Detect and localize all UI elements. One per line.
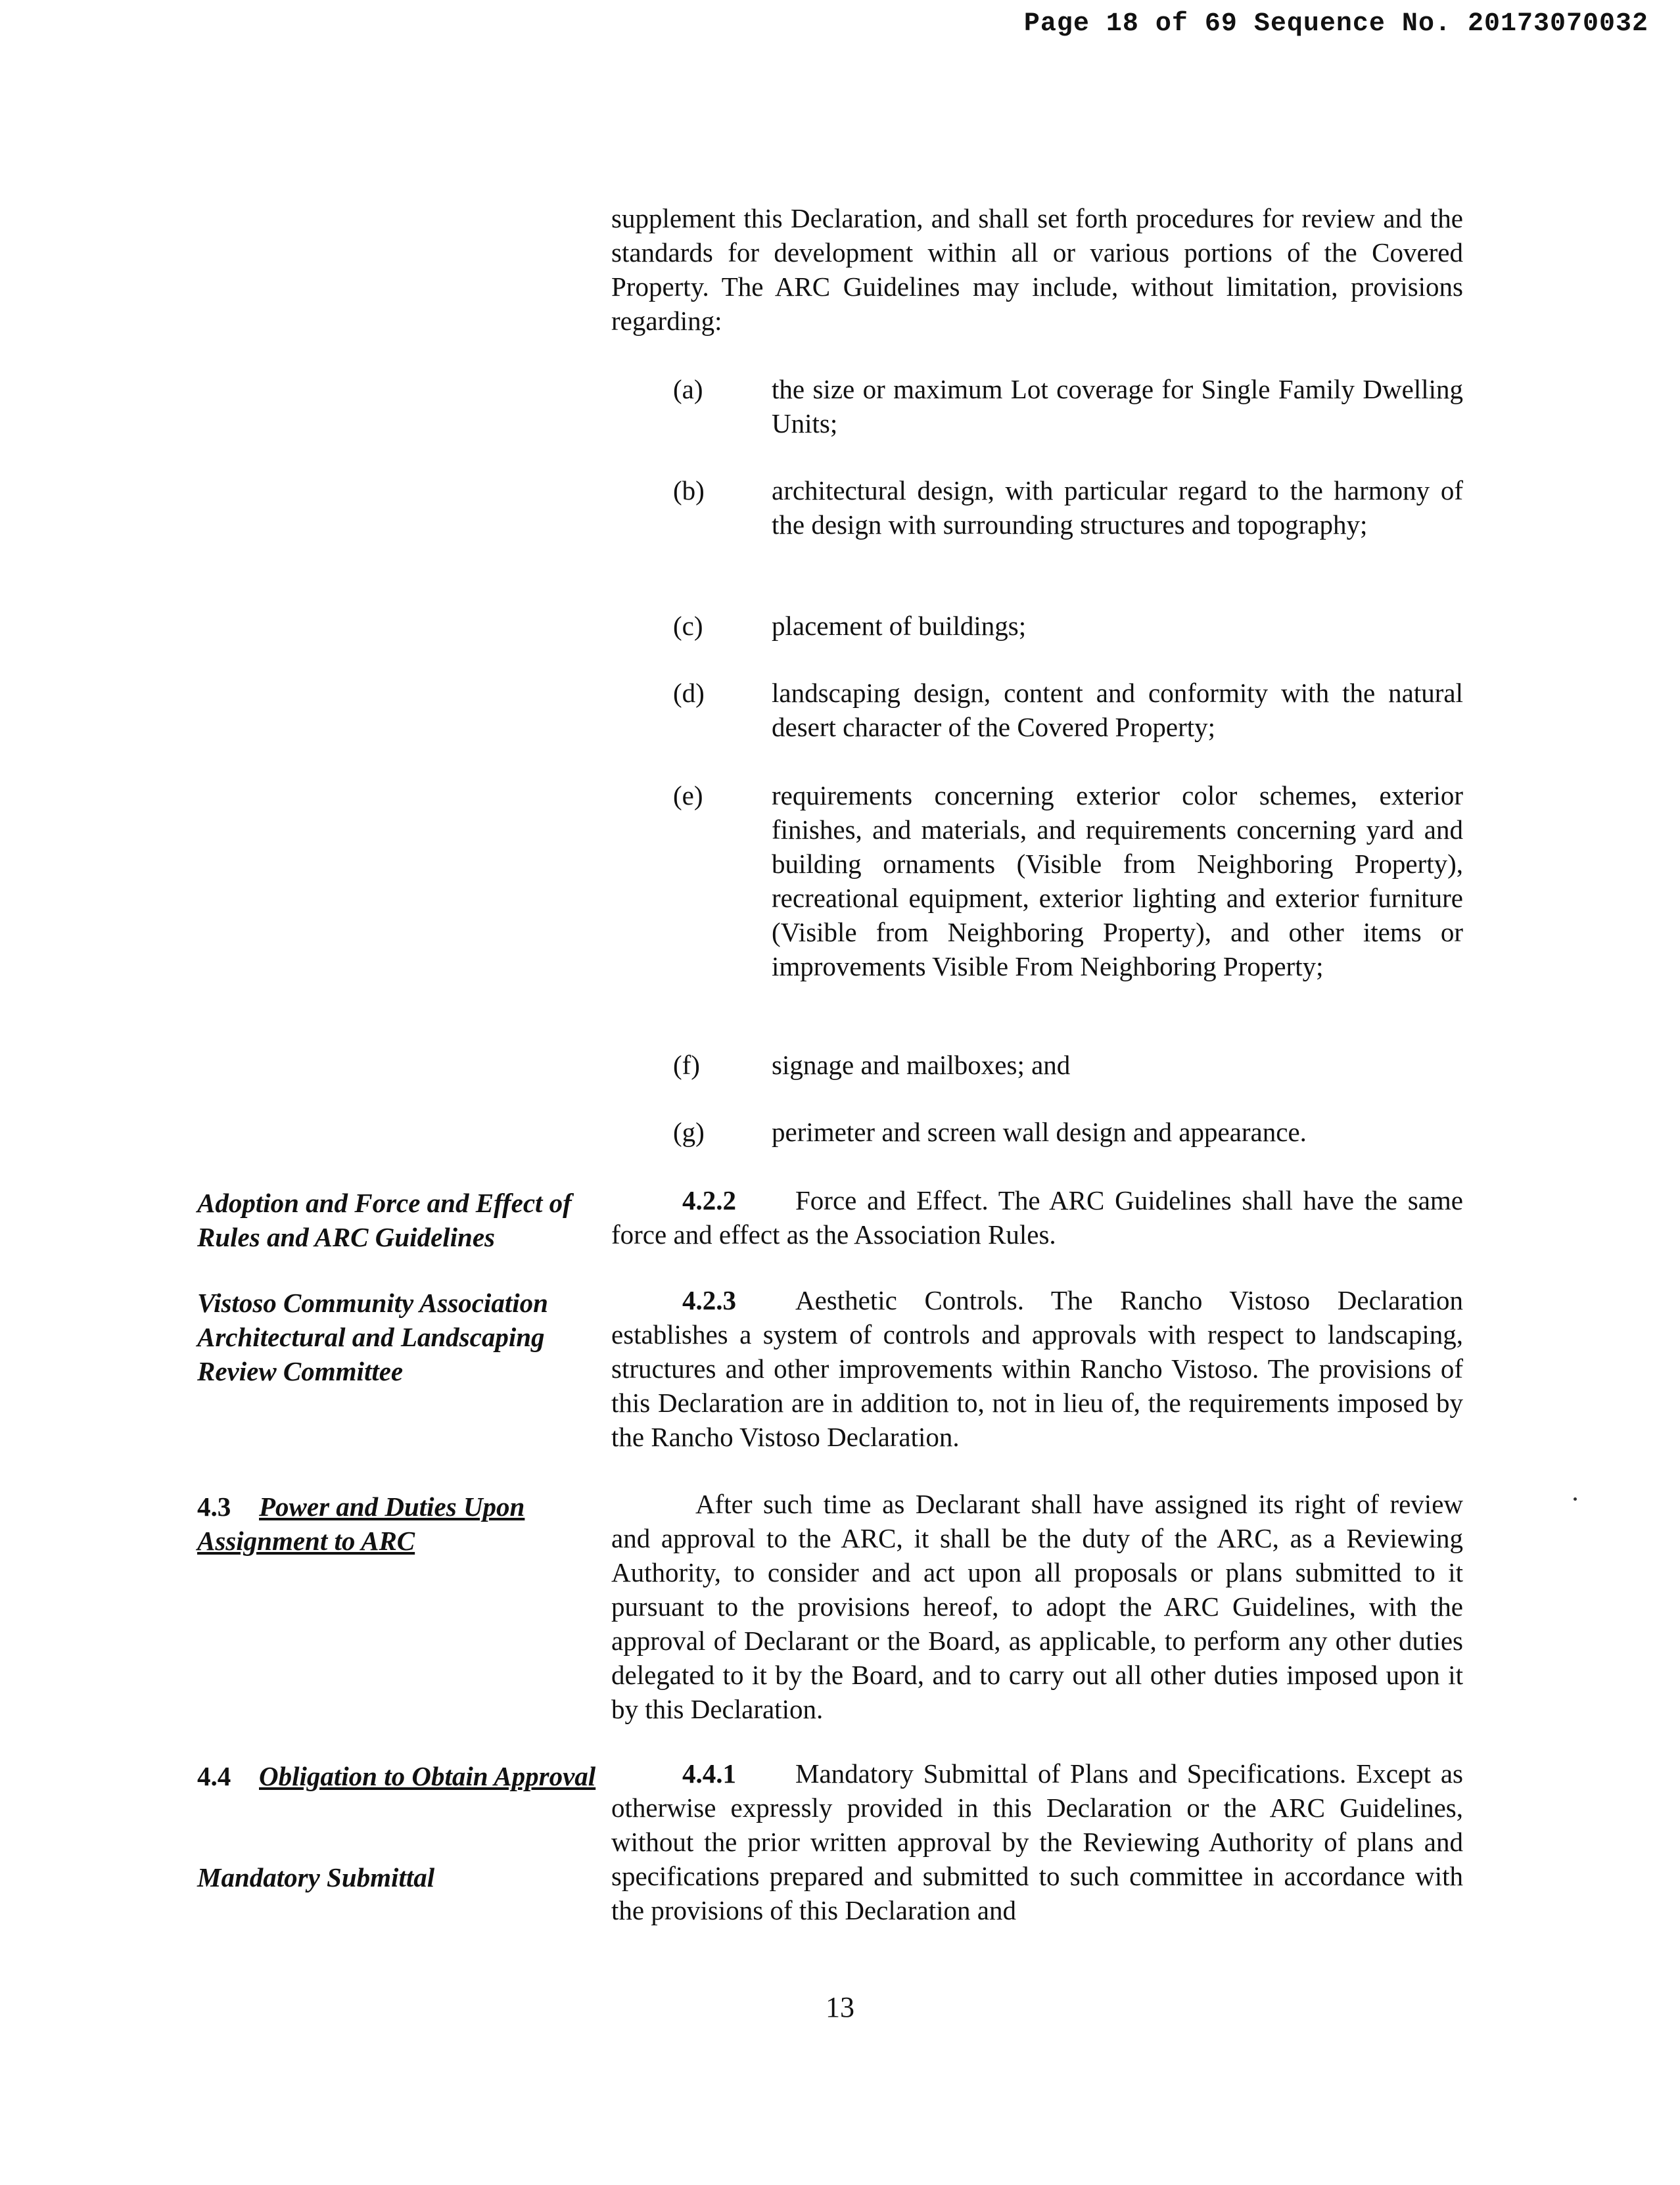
list-item-label: (c) (673, 611, 703, 641)
side-subheading-mandatory: Mandatory Submittal (197, 1862, 435, 1892)
side-heading-adoption: Adoption and Force and Effect of Rules and ARC Guidelines (197, 1188, 572, 1252)
section-4-2-3 (611, 1283, 1463, 1454)
side-heading-vistoso: Vistoso Community Association Architectural and Landscaping Review Committee (197, 1288, 548, 1386)
side-number: 4.4 (197, 1761, 231, 1791)
list-item-label: (e) (673, 780, 703, 811)
list-item-label: (g) (673, 1117, 705, 1147)
list-item-label: (b) (673, 475, 705, 505)
list-item-text: landscaping design, content and conformity with the natural desert character of the Covered Property; (772, 678, 1463, 742)
scan-speck (1574, 1497, 1577, 1501)
list-item (673, 609, 1463, 643)
list-item (673, 372, 1463, 440)
section-4-3-paragraph: After such time as Declarant shall have assigned its right of review and approval to the ARC, it shall be the duty of the ARC, as a Reviewing Authority, to consider and act upon all proposals or plans submitted to it pursuant to the provisions hereof, to adopt the ARC Guidelines, with the approval of Declarant or the Board, as applicable, to perform any other duties delegated to it by the Board, and to carry out all other duties imposed upon it by this Declaration. (611, 1489, 1463, 1724)
section-text: Aesthetic Controls. The Rancho Vistoso Declaration establishes a system of controls and approvals with respect to landscaping, structures and other improvements within Rancho Vistoso. The provisions of this Declaration are in addition to, not in lieu of, the requirements imposed by the Rancho Vistoso Declaration. (611, 1285, 1463, 1452)
list-item-text: signage and mailboxes; and (772, 1050, 1071, 1080)
section-text: Mandatory Submittal of Plans and Specifications. Except as otherwise expressly provided in this Declaration or the ARC Guidelines, without the prior written approval by the Reviewing Authority of plans and specifications prepared and submitted to such committee in accordance with the provisions of this Declaration and (611, 1758, 1463, 1925)
list-item (673, 1115, 1463, 1149)
side-heading-text: Power and Duties Upon Assignment to ARC (197, 1492, 525, 1556)
page-number: 13 (826, 1991, 854, 2023)
list-item-label: (d) (673, 678, 705, 708)
side-heading-4-3 (197, 1490, 605, 1558)
side-heading-text: Obligation to Obtain Approval (259, 1761, 596, 1791)
section-4-2-2 (611, 1183, 1463, 1252)
section-number: 4.2.3 (682, 1285, 736, 1315)
list-item-text: the size or maximum Lot coverage for Single Family Dwelling Units; (772, 374, 1463, 438)
section-number: 4.4.1 (682, 1758, 736, 1789)
list-item-text: architectural design, with particular regard to the harmony of the design with surrounding structures and topography; (772, 475, 1463, 540)
list-item (673, 676, 1463, 744)
list-item-label: (f) (673, 1050, 700, 1080)
list-item-text: placement of buildings; (772, 611, 1027, 641)
list-item (673, 1048, 1463, 1082)
side-heading-4-4 (197, 1759, 605, 1793)
intro-paragraph: supplement this Declaration, and shall set forth procedures for review and the standards for development within all or various portions of the Covered Property. The ARC Guidelines may include, without limitation, provisions regarding: (611, 203, 1463, 336)
side-number: 4.3 (197, 1492, 231, 1522)
page-header: Page 18 of 69 Sequence No. 20173070032 (1023, 9, 1648, 39)
list-item-label: (a) (673, 374, 703, 404)
section-number: 4.2.2 (682, 1185, 736, 1215)
list-item-text: requirements concerning exterior color schemes, exterior finishes, and materials, and requirements concerning yard and building ornaments (Visible from Neighboring Property), recreational equipment, exterior lighting and exterior furniture (Visible from Neighboring Property), and other items or improvements Visible From Neighboring Property; (772, 780, 1463, 981)
list-item-text: perimeter and screen wall design and appearance. (772, 1117, 1307, 1147)
section-text: Force and Effect. The ARC Guidelines shall have the same force and effect as the Association Rules. (611, 1185, 1463, 1250)
list-item (673, 778, 1463, 983)
list-item (673, 473, 1463, 542)
section-4-4-1 (611, 1756, 1463, 1927)
